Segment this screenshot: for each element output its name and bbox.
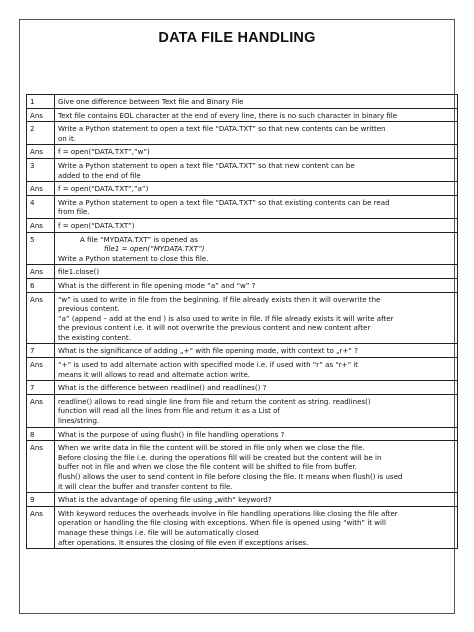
answer-row: [27, 506, 458, 548]
answer-label: Ans: [27, 108, 55, 122]
text-line: “+” is used to add alternate action with specified mode i.e. if used with “r” as “r+” it: [58, 360, 359, 370]
answer-text: [55, 182, 458, 196]
question-row: [27, 427, 458, 441]
question-number: 8: [27, 427, 55, 441]
question-number: 5: [27, 232, 55, 265]
answer-text: [55, 265, 458, 279]
text-line: function will read all the lines from file and return it as a List of: [58, 406, 280, 416]
text-line: flush() allows the user to send content in file before closing the file. It means when flush() is used: [58, 472, 403, 481]
answer-row: [27, 394, 458, 427]
question-number: 7: [27, 344, 55, 358]
text-line: the previous content i.e. it will not overwrite the previous content and new content after: [58, 323, 371, 333]
question-row: [27, 232, 458, 265]
text-line: lines/string.: [58, 416, 100, 426]
text-line: operation or handling the file closing with exceptions. When file is opened using “with” it will: [58, 518, 386, 528]
answer-text: [55, 358, 458, 381]
question-number: 6: [27, 278, 55, 292]
text-line: the existing content.: [58, 332, 131, 342]
text-line: Before closing the file i.e. during the operations fill will be created but the content will be in: [58, 452, 382, 462]
page-title: DATA FILE HANDLING: [158, 30, 316, 46]
answer-label: Ans: [27, 265, 55, 279]
text-line: on it.: [58, 133, 76, 143]
question-row: [27, 95, 458, 109]
answer-text: [55, 218, 458, 232]
text-line: Write a Python statement to open a text file “DATA.TXT” so that new contents can be written: [58, 124, 386, 134]
text-line: Write a Python statement to open a text file “DATA.TXT” so that existing contents can be read: [58, 197, 390, 207]
text-line: What is the different in file opening mode “a” and “w” ?: [58, 280, 256, 290]
text-line: file1 = open(“MYDATA.TXT”): [104, 244, 205, 254]
answer-text: [55, 108, 458, 122]
text-line: buffer not in file and when we close the file content will be shifted to file from buffer.: [58, 462, 357, 472]
text-line: A file “MYDATA.TXT” is opened as: [80, 234, 198, 244]
answer-label: Ans: [27, 441, 55, 493]
question-number: 2: [27, 122, 55, 145]
text-line: previous content.: [58, 304, 120, 314]
question-number: 1: [27, 95, 55, 109]
answer-text: [55, 441, 458, 493]
question-row: [27, 344, 458, 358]
answer-text: [55, 292, 458, 344]
text-line: from file.: [58, 207, 90, 217]
question-text: [55, 232, 458, 265]
answer-label: Ans: [27, 394, 55, 427]
answer-row: [27, 182, 458, 196]
text-line: added to the end of file: [58, 170, 141, 180]
answer-label: Ans: [27, 182, 55, 196]
question-text: [55, 278, 458, 292]
text-line: When we write data in file the content will be stored in file only when we close the file.: [58, 443, 365, 453]
text-line: What is the purpose of using flush() in file handling operations ?: [58, 429, 285, 439]
answer-text: [55, 394, 458, 427]
text-line: What is the significance of adding „+“ with file opening mode, with context to „r+“ ?: [58, 346, 358, 356]
question-row: [27, 278, 458, 292]
text-line: means it will allows to read and alternate action write.: [58, 369, 251, 379]
text-line: f = open(“DATA.TXT”,”a”): [58, 184, 149, 194]
answer-row: [27, 218, 458, 232]
question-text: [55, 195, 458, 218]
text-line: What is the difference between readline() and readlines() ?: [58, 383, 267, 393]
answer-row: [27, 265, 458, 279]
question-number: 7: [27, 381, 55, 395]
text-line: “a” (append – add at the end ) is also used to write in file. If file already exists it will write after: [58, 313, 394, 323]
text-line: Write a Python statement to open a text file “DATA.TXT” so that new content can be: [58, 160, 355, 170]
text-line: Give one difference between Text file and Binary File: [58, 97, 244, 106]
answer-row: [27, 358, 458, 381]
text-line: manage these things i.e. file will be automatically closed: [58, 527, 259, 537]
question-number: 3: [27, 158, 55, 181]
answer-label: Ans: [27, 506, 55, 548]
question-text: [55, 122, 458, 145]
text-line: With keyword reduces the overheads involve in file handling operations like closing the file after: [58, 508, 398, 518]
question-number: 9: [27, 493, 55, 507]
question-row: [27, 381, 458, 395]
text-line: f = open(“DATA.TXT”,”w”): [58, 147, 150, 157]
answer-text: [55, 145, 458, 159]
answer-text: [55, 506, 458, 548]
question-text: [55, 158, 458, 181]
text-line: “w” is used to write in file from the beginning. If file already exists then it will overwrite the: [58, 294, 381, 304]
text-line: f = open(“DATA.TXT”): [58, 220, 135, 230]
text-line: Text file contains EOL character at the end of every line, there is no such character in binary file: [58, 110, 398, 120]
qa-table: [26, 94, 458, 549]
text-line: file1.close(): [58, 267, 100, 277]
answer-label: Ans: [27, 292, 55, 344]
answer-row: [27, 292, 458, 344]
question-text: [55, 493, 458, 507]
answer-row: [27, 145, 458, 159]
text-line: Write a Python statement to close this file.: [58, 253, 209, 263]
question-number: 4: [27, 195, 55, 218]
question-row: [27, 158, 458, 181]
question-text: [55, 95, 458, 109]
text-line: readline() allows to read single line from file and return the content as string. readlines(): [58, 396, 371, 406]
answer-row: [27, 108, 458, 122]
answer-label: Ans: [27, 358, 55, 381]
answer-row: [27, 441, 458, 493]
answer-label: Ans: [27, 145, 55, 159]
question-row: [27, 493, 458, 507]
question-row: [27, 122, 458, 145]
question-text: [55, 344, 458, 358]
text-line: it will clear the buffer and transfer content to file.: [58, 481, 233, 491]
answer-label: Ans: [27, 218, 55, 232]
text-line: What is the advantage of opening file using „with“ keyword?: [58, 495, 272, 505]
question-row: [27, 195, 458, 218]
question-text: [55, 427, 458, 441]
text-line: after operations. It ensures the closing of file even if exceptions arises.: [58, 537, 309, 547]
question-text: [55, 381, 458, 395]
